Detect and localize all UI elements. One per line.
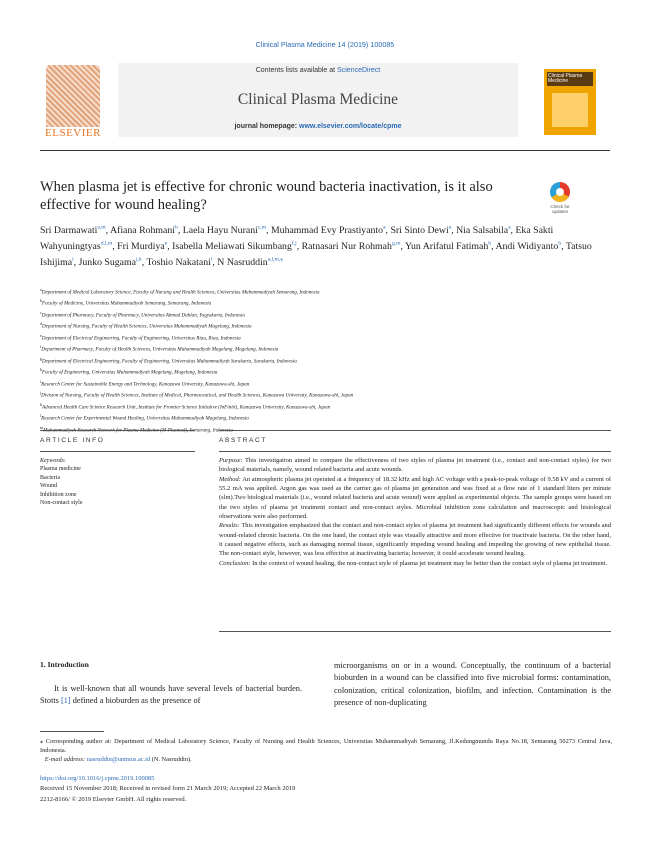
affiliation-item: $^h$Faculty of Engineering, Universitas Muhammadiyah Magelang, Magelang, Indonesia [40, 367, 218, 377]
citation-link[interactable]: [1] [60, 696, 71, 706]
contents-prefix: Contents lists available at [255, 67, 338, 74]
introduction-column-1: It is well-known that all wounds have several levels of bacterial burden. Stotts [1] defined a bioburden as the presence of [40, 684, 302, 706]
abstract-method: Method: An atmospheric plasma jet operated at a frequency of 18.32 kHz and high AC voltage with a peak-to-peak voltage of 9.58 kV and a current of 55.2 mA was applied. Argon gas was used as the carrier gas of plasma jet generation and was fixed at a flow rate of 1 standard liters per minute (slm).Two biological materials (i.e., wound related bacteria and acute wound) were applied as experimental objects. The sample groups were based on the two styles of plasma jet treatment contact and non-contact styles. Microbial inhibition zone calculation and macroscopic and histological observations were also performed. [219, 475, 611, 521]
keyword-item: Bacteria [40, 474, 60, 481]
journal-cover-image [544, 69, 596, 135]
author-name: Toshio Nakatani$^l$, [146, 256, 218, 268]
affiliation-item: $^d$Department of Nursing, Faculty of Health Sciences, Universitas Muhammadiyah Magelang, Indonesia [40, 321, 252, 331]
affiliation-item: $^j$Division of Nursing, Faculty of Health Sciences, Institute of Medical, Pharmaceutical, and Health Sciences, Kanazawa University, Kanazawa-shi, Japan [40, 390, 354, 400]
author-affiliation-marker[interactable]: h [488, 240, 492, 247]
publisher-name: ELSEVIER [45, 127, 101, 139]
author-affiliation-marker[interactable]: i [72, 256, 74, 263]
keywords-block [40, 457, 190, 507]
contents-line [118, 67, 518, 74]
abstract-end-rule [219, 631, 611, 632]
author-name: Yun Arifatul Fatimah$^h$, [405, 240, 496, 253]
author-name: Ratnasari Nur Rohmah$^{g,m}$, [301, 240, 406, 253]
doi-link[interactable]: https://doi.org/10.1016/j.cpme.2019.100085 [40, 775, 155, 782]
header-rule [40, 150, 610, 151]
author-name: Andi Widiyanto$^h$, [495, 240, 566, 253]
author-name: Laela Hayu Nurani$^{c,m}$, [182, 225, 271, 237]
journal-title: Clinical Plasma Medicine [237, 91, 399, 108]
author-affiliation-marker[interactable]: b [175, 225, 178, 231]
article-info-rule [40, 430, 195, 431]
keywords-label: Keywords: [40, 458, 66, 464]
author-name: Tatsuo Ishijima$^i$, [40, 241, 592, 268]
footnote-email: E-mail address: nasruddin@unimus.ac.id (N. Nasruddin). [44, 756, 192, 764]
author-affiliation-marker[interactable]: a,l,m,⁎ [267, 256, 284, 263]
author-name: Nia Salsabila$^a$, [456, 225, 516, 237]
author-affiliation-marker[interactable]: h [558, 240, 562, 247]
check-for-updates-badge[interactable] [542, 182, 578, 220]
affiliation-item: $^b$Faculty of Medicine, Universitas Muhammadiyah Semarang, Semarang, Indonesia [40, 298, 212, 308]
affiliation-item: $^m$Muhammadiyah Research Network for Plasma Medicine (M-Plasmed), Semarang, Indonesia [40, 424, 233, 434]
homepage-prefix: journal homepage: [234, 123, 300, 130]
homepage-link[interactable]: www.elsevier.com/locate/cpme [299, 123, 402, 130]
article-title: When plasma jet is effective for chronic wound bacteria inactivation, is it also effective for wound healing? [40, 179, 493, 213]
affiliation-item: $^f$Department of Pharmacy, Faculty of Health Sciences, Universitas Muhammadiyah Magelang, Magelang, Indonesia [40, 344, 279, 354]
corresponding-author-footnote [40, 737, 612, 765]
affiliation-item: $^g$Department of Electrical Engineering, Faculty of Engineering, Universitas Muhammadiyah Surakarta, Surakarta, Indonesia [40, 355, 297, 365]
abstract-conclusion: Conclusion: In the context of wound healing, the non-contact style of plasma jet treatment may be better than the contact style of plasma jet treatment. [219, 559, 607, 567]
abstract-rule [219, 430, 611, 431]
affiliation-item: $^k$Advanced Health Care Science Research Unit, Institute for Frontier Science Initiative (InFiniti), Kanazawa University, Kanazawa-shi, Japan [40, 401, 331, 411]
affiliation-item: $^l$Research Center for Experimental Wound Healing, Universitas Muhammadiyah Magelang, Indonesia [40, 413, 249, 423]
author-affiliation-marker[interactable]: f,j [291, 240, 297, 247]
received-dates: Received 15 November 2018; Received in revised form 21 March 2019; Accepted 22 March 2019 [40, 785, 296, 793]
affiliation-item: $^c$Department of Pharmacy, Faculty of Pharmacy, Universitas Ahmad Dahlan, Yogyakarta, Indonesia [40, 309, 245, 319]
author-affiliation-marker[interactable]: a [508, 225, 511, 231]
footnote-rule [40, 731, 104, 732]
elsevier-logo [40, 63, 106, 145]
article-metadata [40, 774, 612, 805]
introduction-heading: 1. Introduction [40, 660, 89, 669]
masthead-banner [118, 63, 518, 137]
email-link[interactable]: nasruddin@unimus.ac.id [86, 756, 151, 764]
footnote-text: ⁎ Corresponding author at: Department of Medical Laboratory Science, Faculty of Nursing and Health Sciences, Universitas Muhammadiyah Semarang, Jl.Kedungmundu Raya No.18, Semarang 50273 Central Java, Indonesia. [40, 738, 612, 755]
keyword-item: Inhibition zone [40, 491, 77, 498]
keyword-list [40, 465, 190, 507]
author-name: Fri Murdiya$^e$, [117, 240, 173, 253]
abstract-heading: ABSTRACT [219, 437, 267, 444]
cover-title: Clinical Plasma Medicine [548, 73, 583, 84]
journal-masthead [40, 63, 610, 145]
affiliation-list [40, 286, 615, 435]
author-name: Isabella Meliawati Sikumbang$^{f,j}$, [172, 240, 302, 253]
introduction-column-2: microorganisms on or in a wound. Conceptually, the continuum of a bacterial bioburden in a wound can be classified into five microbial forms: contamination, colonization, critical colonization, biofilm, and infection. Contamination is the presence of non-duplicating [334, 661, 611, 708]
journal-reference[interactable]: Clinical Plasma Medicine 14 (2019) 100085 [255, 40, 395, 49]
author-name: Afiana Rohmani$^b$, [110, 225, 183, 237]
author-affiliation-marker[interactable]: g,m [391, 240, 401, 247]
author-name: Sri Darmawati$^{a,m}$, [40, 225, 110, 237]
abstract-body [219, 456, 611, 568]
affiliation-item: $^e$Department of Electrical Engineering, Faculty of Engineering, Universitas Riau, Riau, Indonesia [40, 332, 241, 342]
author-name: Eka Sakti Wahyuningtyas$^{d,l,m}$, [40, 225, 554, 253]
author-affiliation-marker[interactable]: a [383, 225, 386, 231]
article-info-subrule [40, 451, 195, 452]
keyword-item: Plasma medicine [40, 466, 81, 473]
author-list [40, 222, 615, 270]
author-name: N Nasruddin$^{a,l,m,⁎}$ [217, 256, 284, 268]
author-name: Sri Sinto Dewi$^a$, [390, 225, 457, 237]
author-name: Junko Sugama$^{j,k}$, [78, 256, 147, 268]
author-name: Muhammad Evy Prastiyanto$^a$, [270, 225, 391, 237]
affiliation-item: $^a$Department of Medical Laboratory Science, Faculty of Nursing and Health Sciences, Universitas Muhammadiyah Semarang, Indonesia [40, 287, 320, 296]
elsevier-tree-icon [46, 65, 100, 127]
keyword-item: Wound [40, 483, 58, 490]
author-affiliation-marker[interactable]: e [164, 240, 168, 247]
article-info-heading: ARTICLE INFO [40, 437, 105, 444]
author-affiliation-marker[interactable]: j,k [136, 256, 142, 263]
homepage-line [118, 123, 518, 130]
keyword-item: Non-contact style [40, 500, 83, 507]
badge-text: Check for updates [550, 204, 570, 214]
author-affiliation-marker[interactable]: a,m [97, 225, 106, 231]
affiliation-item: $^i$Research Center for Sustainable Energy and Technology, Kanazawa University, Kanazawa-shi, Japan [40, 378, 250, 388]
sciencedirect-link[interactable]: ScienceDirect [337, 67, 381, 74]
abstract-results: Results: This investigation emphasized that the contact and non-contact styles of plasma jet treatment had significantly different effects for wounds and wound-related chronic bacteria. On the one hand, the contact style was visually attractive and more effective for inactivate bacteria. On the other hand, it caused negative effects, such as damaging normal tissue, significantly impeding wound healing and impeding the growing of new epithelial tissue. The non-contact style, however, was less effective at inactivating bacteria; however, it could accelerate wound healing. [219, 522, 611, 558]
copyright-line: 2212-8166/ © 2019 Elsevier GmbH. All rights reserved. [40, 795, 187, 803]
author-affiliation-marker[interactable]: c,m [257, 225, 267, 231]
author-affiliation-marker[interactable]: a [448, 225, 452, 231]
crossmark-icon [550, 182, 570, 202]
abstract-subrule [219, 451, 611, 452]
abstract-purpose: Purpose: This investigation aimed to compare the effectiveness of two styles of plasma jet treatment (i.e., contact and non-contact styles) for two biological materials, namely, wound related bacteria and acute wounds. [219, 457, 611, 474]
author-affiliation-marker[interactable]: d,l,m [100, 240, 113, 247]
author-affiliation-marker[interactable]: l [210, 256, 213, 263]
